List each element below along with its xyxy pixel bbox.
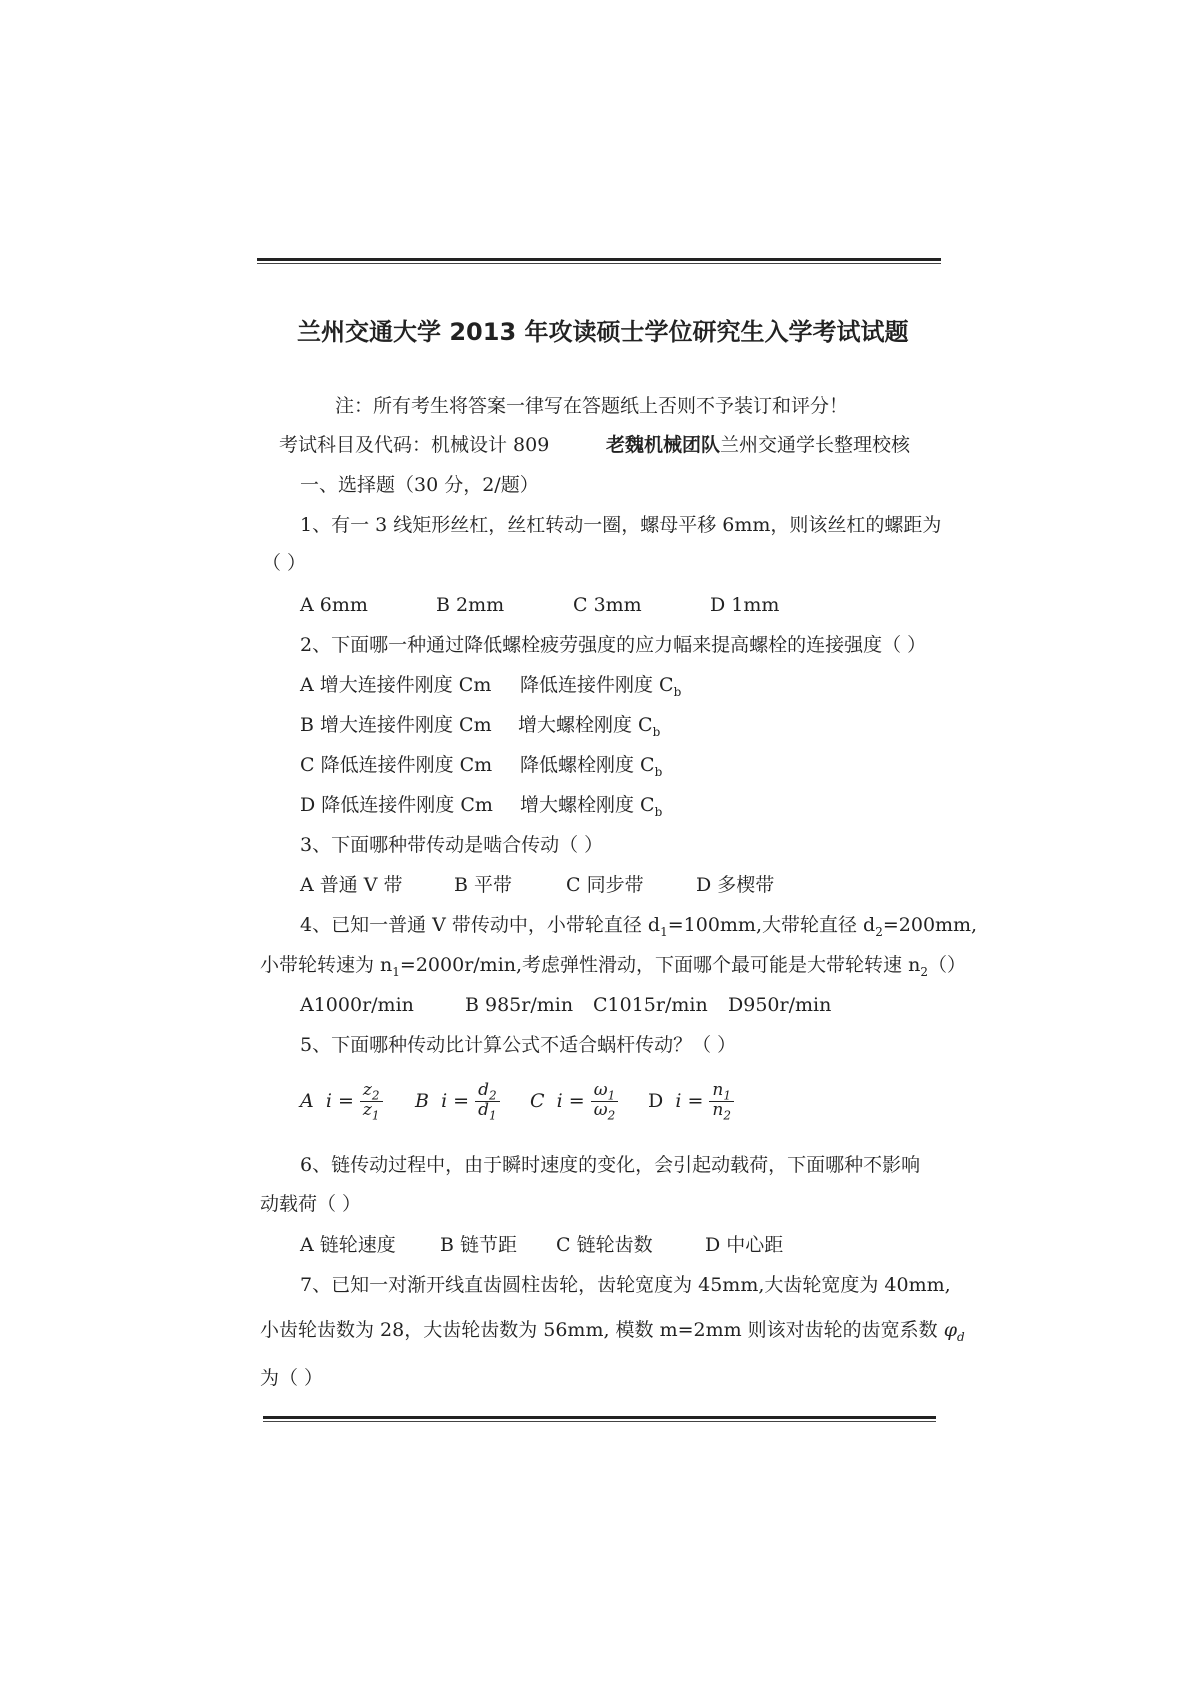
subscript: 2 bbox=[371, 1088, 380, 1103]
opt-left: B 增大连接件刚度 Cm bbox=[300, 714, 492, 736]
team-line bbox=[606, 436, 910, 455]
opt-left: C 降低连接件刚度 Cm bbox=[300, 754, 493, 776]
q2-option-c bbox=[300, 756, 492, 775]
q4-option-a: A1000r/min bbox=[300, 994, 414, 1016]
opt-left: D 降低连接件刚度 Cm bbox=[300, 794, 493, 816]
fraction bbox=[475, 1082, 500, 1122]
subscript: b bbox=[654, 764, 663, 779]
numerator: n bbox=[712, 1080, 724, 1100]
subscript: 2 bbox=[607, 1108, 616, 1123]
q1-option-a: A 6mm bbox=[300, 594, 368, 616]
denominator: d bbox=[478, 1100, 490, 1121]
q5-option-c bbox=[530, 1082, 618, 1122]
opt-left: A 增大连接件刚度 Cm bbox=[300, 674, 492, 696]
numerator: ω bbox=[593, 1080, 608, 1100]
q2-text: 2、下面哪一种通过降低螺栓疲劳强度的应力幅来提高螺栓的连接强度（ ） bbox=[300, 634, 927, 656]
option-label: C bbox=[530, 1089, 545, 1112]
subscript: 1 bbox=[371, 1108, 380, 1123]
subscript: 2 bbox=[723, 1108, 732, 1123]
q2-option-b-right bbox=[518, 716, 660, 738]
q4-text-2 bbox=[260, 956, 966, 978]
subscript: b bbox=[654, 804, 663, 819]
equation-lhs: i = bbox=[556, 1089, 585, 1112]
q6-option-a: A 链轮速度 bbox=[300, 1234, 396, 1256]
q1-option-b: B 2mm bbox=[436, 594, 505, 616]
subscript: b bbox=[652, 724, 661, 739]
q5-text: 5、下面哪种传动比计算公式不适合蜗杆传动？（ ） bbox=[300, 1034, 737, 1056]
t: 小齿轮齿数为 28，大齿轮齿数为 56mm, 模数 m=2mm 则该对齿轮的齿宽系数 bbox=[260, 1319, 938, 1341]
q6-option-c: C 链轮齿数 bbox=[556, 1234, 653, 1256]
q1-text: 1、有一 3 线矩形丝杠，丝杠转动一圈，螺母平移 6mm，则该丝杠的螺距为 bbox=[300, 514, 942, 536]
q7-text-3: 为（ ） bbox=[260, 1367, 324, 1389]
subscript: 1 bbox=[607, 1088, 616, 1103]
option-label: B bbox=[415, 1089, 429, 1112]
page-title: 兰州交通大学 2013 年攻读硕士学位研究生入学考试试题 bbox=[297, 318, 909, 346]
q1-option-c: C 3mm bbox=[573, 594, 642, 616]
numerator: d bbox=[478, 1080, 490, 1100]
phi-symbol: φ bbox=[943, 1319, 958, 1341]
t: 4、已知一普通 V 带传动中，小带轮直径 d bbox=[300, 914, 661, 936]
q6-option-b: B 链节距 bbox=[440, 1234, 518, 1256]
subscript: d bbox=[957, 1329, 965, 1344]
t: =200mm, bbox=[882, 914, 978, 936]
top-rule bbox=[257, 258, 941, 264]
section-heading: 一、选择题（30 分，2/题） bbox=[300, 474, 539, 496]
q3-text: 3、下面哪种带传动是啮合传动（ ） bbox=[300, 834, 604, 856]
q2-option-d-right bbox=[520, 796, 662, 818]
team-rest: 兰州交通学长整理校核 bbox=[720, 434, 911, 456]
q4-text bbox=[300, 916, 977, 938]
q7-text: 7、已知一对渐开线直齿圆柱齿轮，齿轮宽度为 45mm,大齿轮宽度为 40mm, bbox=[300, 1274, 951, 1296]
q5-option-a bbox=[300, 1082, 383, 1122]
numerator: z bbox=[362, 1080, 372, 1100]
q3-option-b: B 平带 bbox=[454, 874, 513, 896]
fraction bbox=[591, 1082, 619, 1122]
t: 小带轮转速为 n bbox=[260, 954, 393, 976]
q4-option-c: C1015r/min bbox=[593, 994, 708, 1016]
option-label: D bbox=[648, 1089, 664, 1112]
subject-line bbox=[279, 436, 549, 455]
t: （） bbox=[927, 954, 966, 976]
q2-option-a bbox=[300, 676, 491, 695]
q1-text-2: （ ） bbox=[262, 552, 307, 574]
team-bold: 老魏机械团队 bbox=[606, 434, 721, 456]
subscript: 2 bbox=[875, 924, 883, 939]
q4-option-d: D950r/min bbox=[728, 994, 832, 1016]
subscript: 1 bbox=[723, 1088, 732, 1103]
note: 注：所有考生将答案一律写在答题纸上否则不予装订和评分！ bbox=[335, 395, 849, 417]
equation-lhs: i = bbox=[325, 1089, 354, 1112]
t: =2000r/min,考虑弹性滑动，下面哪个最可能是大带轮转速 n bbox=[399, 954, 921, 976]
t: =100mm,大带轮直径 d bbox=[667, 914, 876, 936]
equation-lhs: i = bbox=[675, 1089, 704, 1112]
denominator: z bbox=[362, 1100, 372, 1121]
opt-right: 降低螺栓刚度 C bbox=[520, 754, 655, 776]
q2-option-d bbox=[300, 796, 493, 815]
subject: 考试科目及代码：机械设计 809 bbox=[279, 434, 550, 456]
denominator: n bbox=[712, 1100, 724, 1121]
q1-option-d: D 1mm bbox=[710, 594, 780, 616]
q2-option-c-right bbox=[520, 756, 662, 778]
q3-option-d: D 多楔带 bbox=[696, 874, 775, 896]
denominator: ω bbox=[593, 1100, 608, 1121]
subscript: b bbox=[673, 684, 682, 699]
opt-right: 降低连接件刚度 C bbox=[520, 674, 674, 696]
q6-option-d: D 中心距 bbox=[705, 1234, 784, 1256]
q3-option-c: C 同步带 bbox=[566, 874, 644, 896]
q3-option-a: A 普通 V 带 bbox=[300, 874, 403, 896]
q2-option-a-right bbox=[520, 676, 681, 698]
subscript: 1 bbox=[392, 964, 400, 979]
q5-option-d bbox=[648, 1082, 734, 1122]
equation-lhs: i = bbox=[441, 1089, 470, 1112]
subscript: 1 bbox=[489, 1108, 497, 1123]
q6-text-2: 动载荷（ ） bbox=[260, 1193, 362, 1215]
bottom-rule bbox=[263, 1416, 936, 1422]
q4-option-b: B 985r/min bbox=[465, 994, 574, 1016]
q5-option-b bbox=[415, 1082, 500, 1122]
opt-right: 增大螺栓刚度 C bbox=[518, 714, 653, 736]
option-label: A bbox=[300, 1089, 314, 1112]
q6-text: 6、链传动过程中，由于瞬时速度的变化，会引起动载荷，下面哪种不影响 bbox=[300, 1154, 921, 1176]
subscript: 1 bbox=[660, 924, 668, 939]
q2-option-b bbox=[300, 716, 492, 735]
fraction bbox=[709, 1082, 734, 1122]
opt-right: 增大螺栓刚度 C bbox=[520, 794, 655, 816]
subscript: 2 bbox=[489, 1088, 497, 1103]
subscript: 2 bbox=[920, 964, 928, 979]
q7-text-2 bbox=[260, 1321, 965, 1343]
fraction bbox=[360, 1082, 383, 1122]
